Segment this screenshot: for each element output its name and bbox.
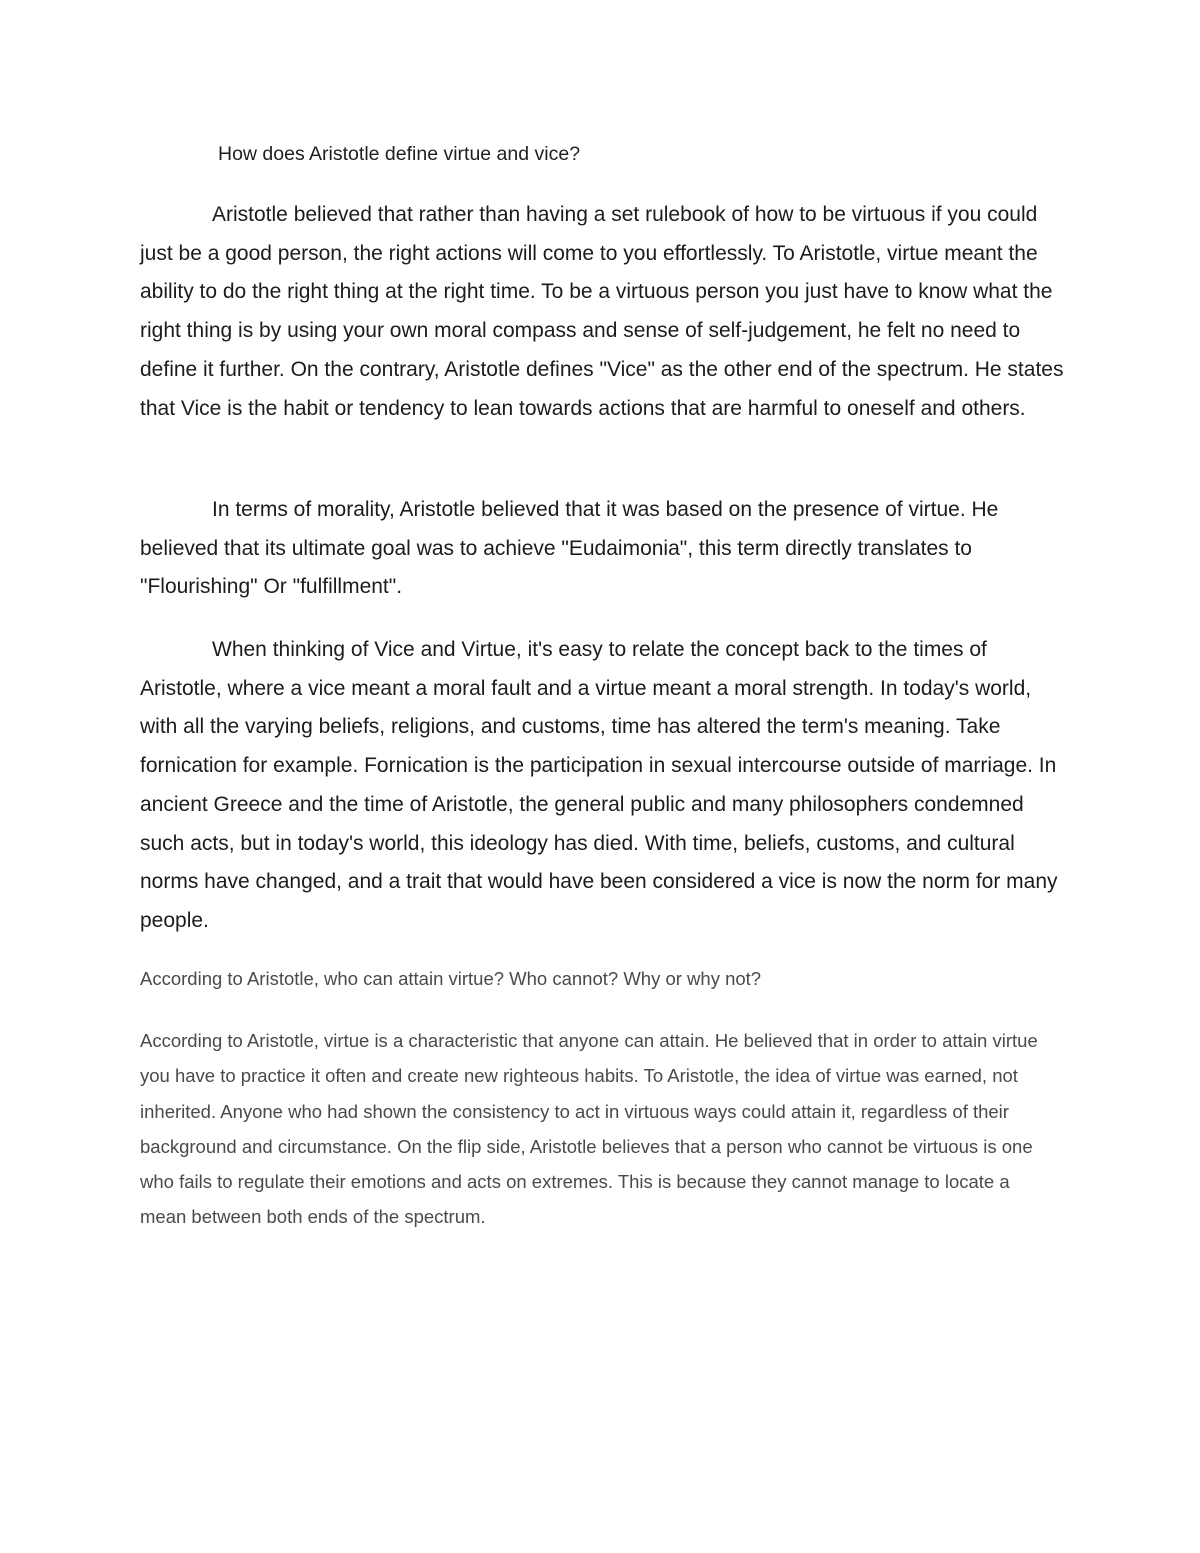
answer-paragraph: According to Aristotle, virtue is a characteristic that anyone can attain. He believed that in order to attain virtue you have to practice it often and create new righteous habits. To Aristotle, the idea of virtue was earned, not inherited. Anyone who had shown the consistency to act in virtuous ways could attain it, regardless of their background and circumstance. On the flip side, Aristotle believes that a person who cannot be virtuous is one who fails to regulate their emotions and acts on extremes. This is because they cannot manage to locate a mean between both ends of the spectrum. [140,1030,1038,1228]
document-title: How does Aristotle define virtue and vice? [218,143,581,165]
body-paragraph-1: Aristotle believed that rather than having a set rulebook of how to be virtuous if you could just be a good person, the right actions will come to you effortlessly. To Aristotle, virtue meant the ability to do the right thing at the right time. To be a virtuous person you just have to know what the right thing is by using your own moral compass and sense of self-judgement, he felt no need to define it further. On the contrary, Aristotle defines "Vice" as the other end of the spectrum. He states that Vice is the habit or tendency to lean towards actions that are harmful to oneself and others. [140,203,1064,420]
body-paragraph-3: When thinking of Vice and Virtue, it's easy to relate the concept back to the times of Aristotle, where a vice meant a moral fault and a virtue meant a moral strength. In today's world, with all the varying beliefs, religions, and customs, time has altered the term's meaning. Take fornication for example. Fornication is the participation in sexual intercourse outside of marriage. In ancient Greece and the time of Aristotle, the general public and many philosophers condemned such acts, but in today's world, this ideology has died. With time, beliefs, customs, and cultural norms have changed, and a trait that would have been considered a vice is now the norm for many people. [140,638,1058,932]
body-paragraph-2: In terms of morality, Aristotle believed that it was based on the presence of virtue. He believed that its ultimate goal was to achieve "Eudaimonia", this term directly translates to "Flourishing" Or "fulfillment". [140,498,999,599]
question-heading: According to Aristotle, who can attain virtue? Who cannot? Why or why not? [140,968,762,989]
